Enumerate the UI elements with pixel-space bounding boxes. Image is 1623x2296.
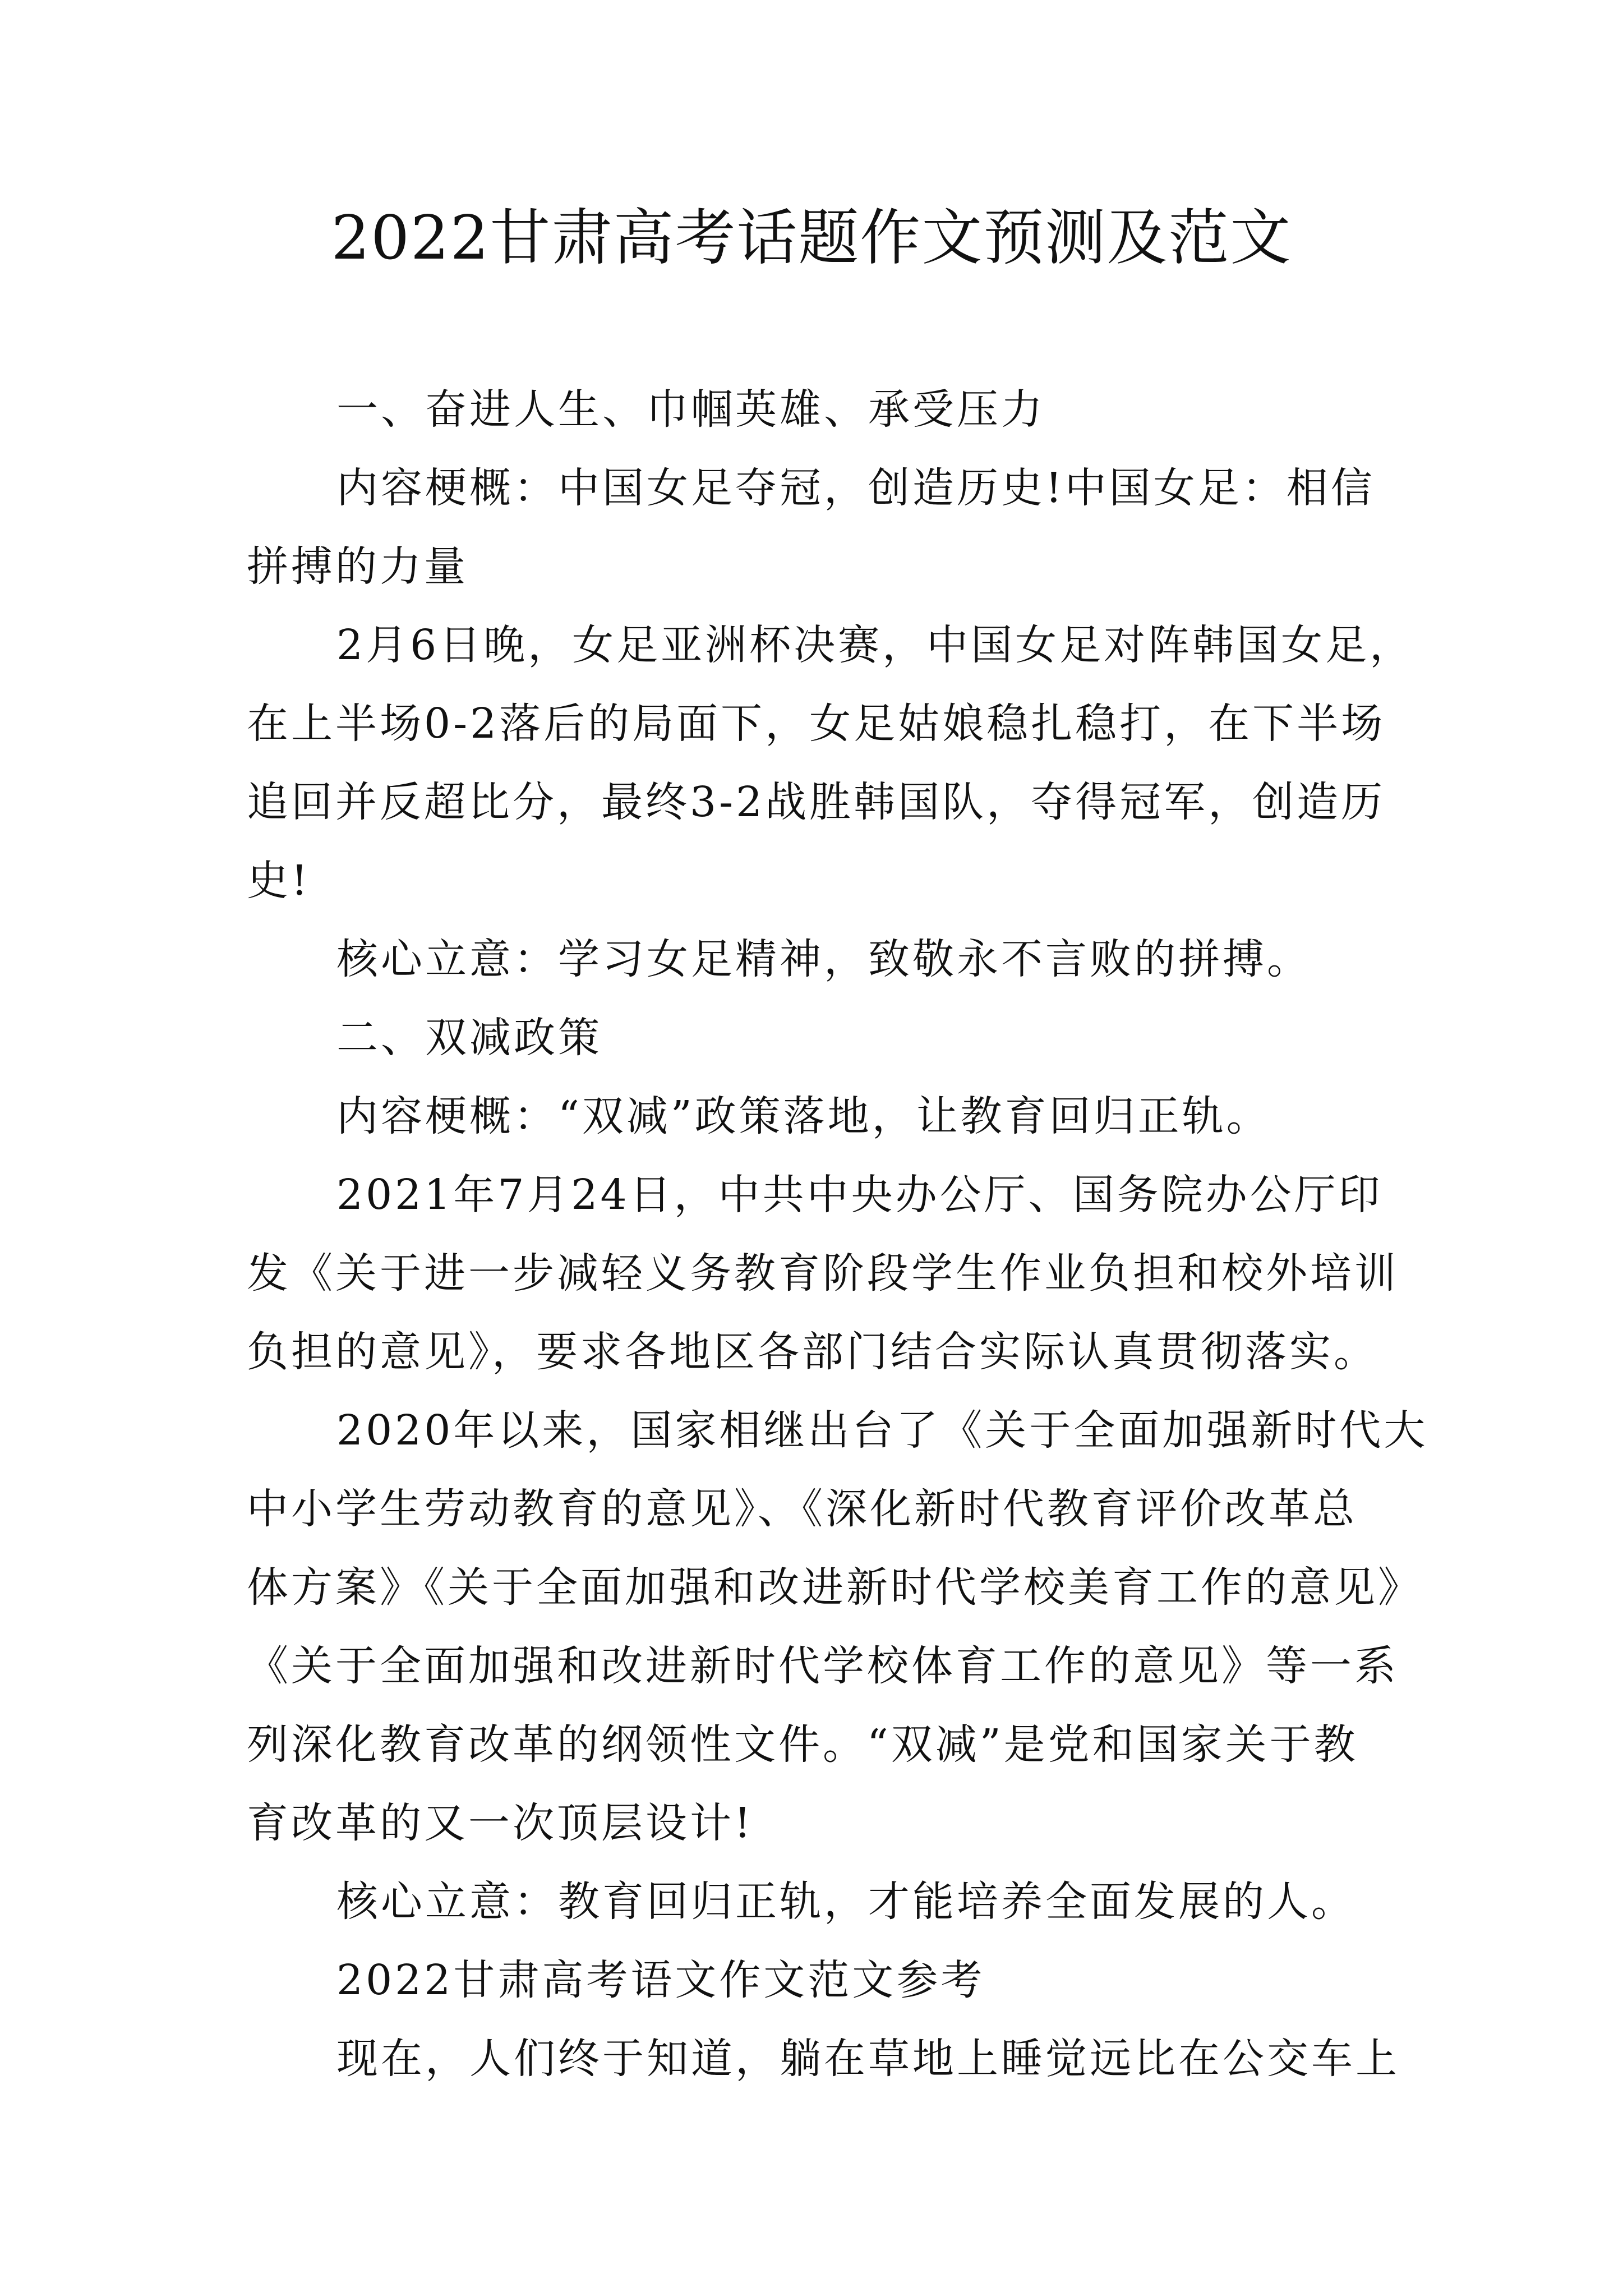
paragraph-line: 核心立意：教育回归正轨，才能培养全面发展的人。 — [336, 1878, 1355, 1926]
paragraph-line: 列深化教育改革的纲领性文件。“双减”是党和国家关于教 — [247, 1720, 1358, 1769]
paragraph-line: 育改革的又一次顶层设计! — [247, 1799, 754, 1847]
section-heading-2: 二、双减政策 — [336, 1014, 602, 1062]
paragraph-line: 体方案》《关于全面加强和改进新时代学校美育工作的意见》 — [247, 1563, 1422, 1612]
paragraph-line: 史! — [247, 857, 311, 905]
paragraph-line: 中小学生劳动教育的意见》、《深化新时代教育评价改革总 — [247, 1485, 1357, 1533]
paragraph-line: 在上半场0-2落后的局面下，女足姑娘稳扎稳打，在下半场 — [247, 700, 1386, 748]
paragraph-line: 《关于全面加强和改进新时代学校体育工作的意见》等一系 — [247, 1642, 1399, 1690]
section-heading-3: 2022甘肃高考语文作文范文参考 — [336, 1956, 985, 2004]
paragraph-line: 拼搏的力量 — [247, 542, 468, 591]
document-title: 2022甘肃高考话题作文预测及范文 — [331, 203, 1292, 273]
paragraph-line: 追回并反超比分，最终3-2战胜韩国队，夺得冠军，创造历 — [247, 778, 1386, 826]
paragraph-line: 内容梗概：“双减”政策落地，让教育回归正轨。 — [336, 1092, 1271, 1140]
paragraph-line: 发《关于进一步减轻义务教育阶段学生作业负担和校外培训 — [247, 1249, 1399, 1297]
paragraph-line: 2020年以来，国家相继出台了《关于全面加强新时代大 — [336, 1406, 1428, 1455]
paragraph-line: 内容梗概：中国女足夺冠，创造历史!中国女足：相信 — [336, 464, 1375, 512]
paragraph-line: 现在，人们终于知道，躺在草地上睡觉远比在公交车上 — [336, 2035, 1400, 2083]
paragraph-line: 负担的意见》，要求各地区各部门结合实际认真贯彻落实。 — [247, 1328, 1378, 1376]
paragraph-line: 2021年7月24日，中共中央办公厅、国务院办公厅印 — [336, 1171, 1383, 1219]
paragraph-line: 核心立意：学习女足精神，致敬永不言败的拼搏。 — [336, 935, 1311, 983]
section-heading-1: 一、奋进人生、巾帼英雄、承受压力 — [336, 385, 1045, 434]
paragraph-line: 2月6日晚，女足亚洲杯决赛，中国女足对阵韩国女足， — [336, 621, 1414, 669]
